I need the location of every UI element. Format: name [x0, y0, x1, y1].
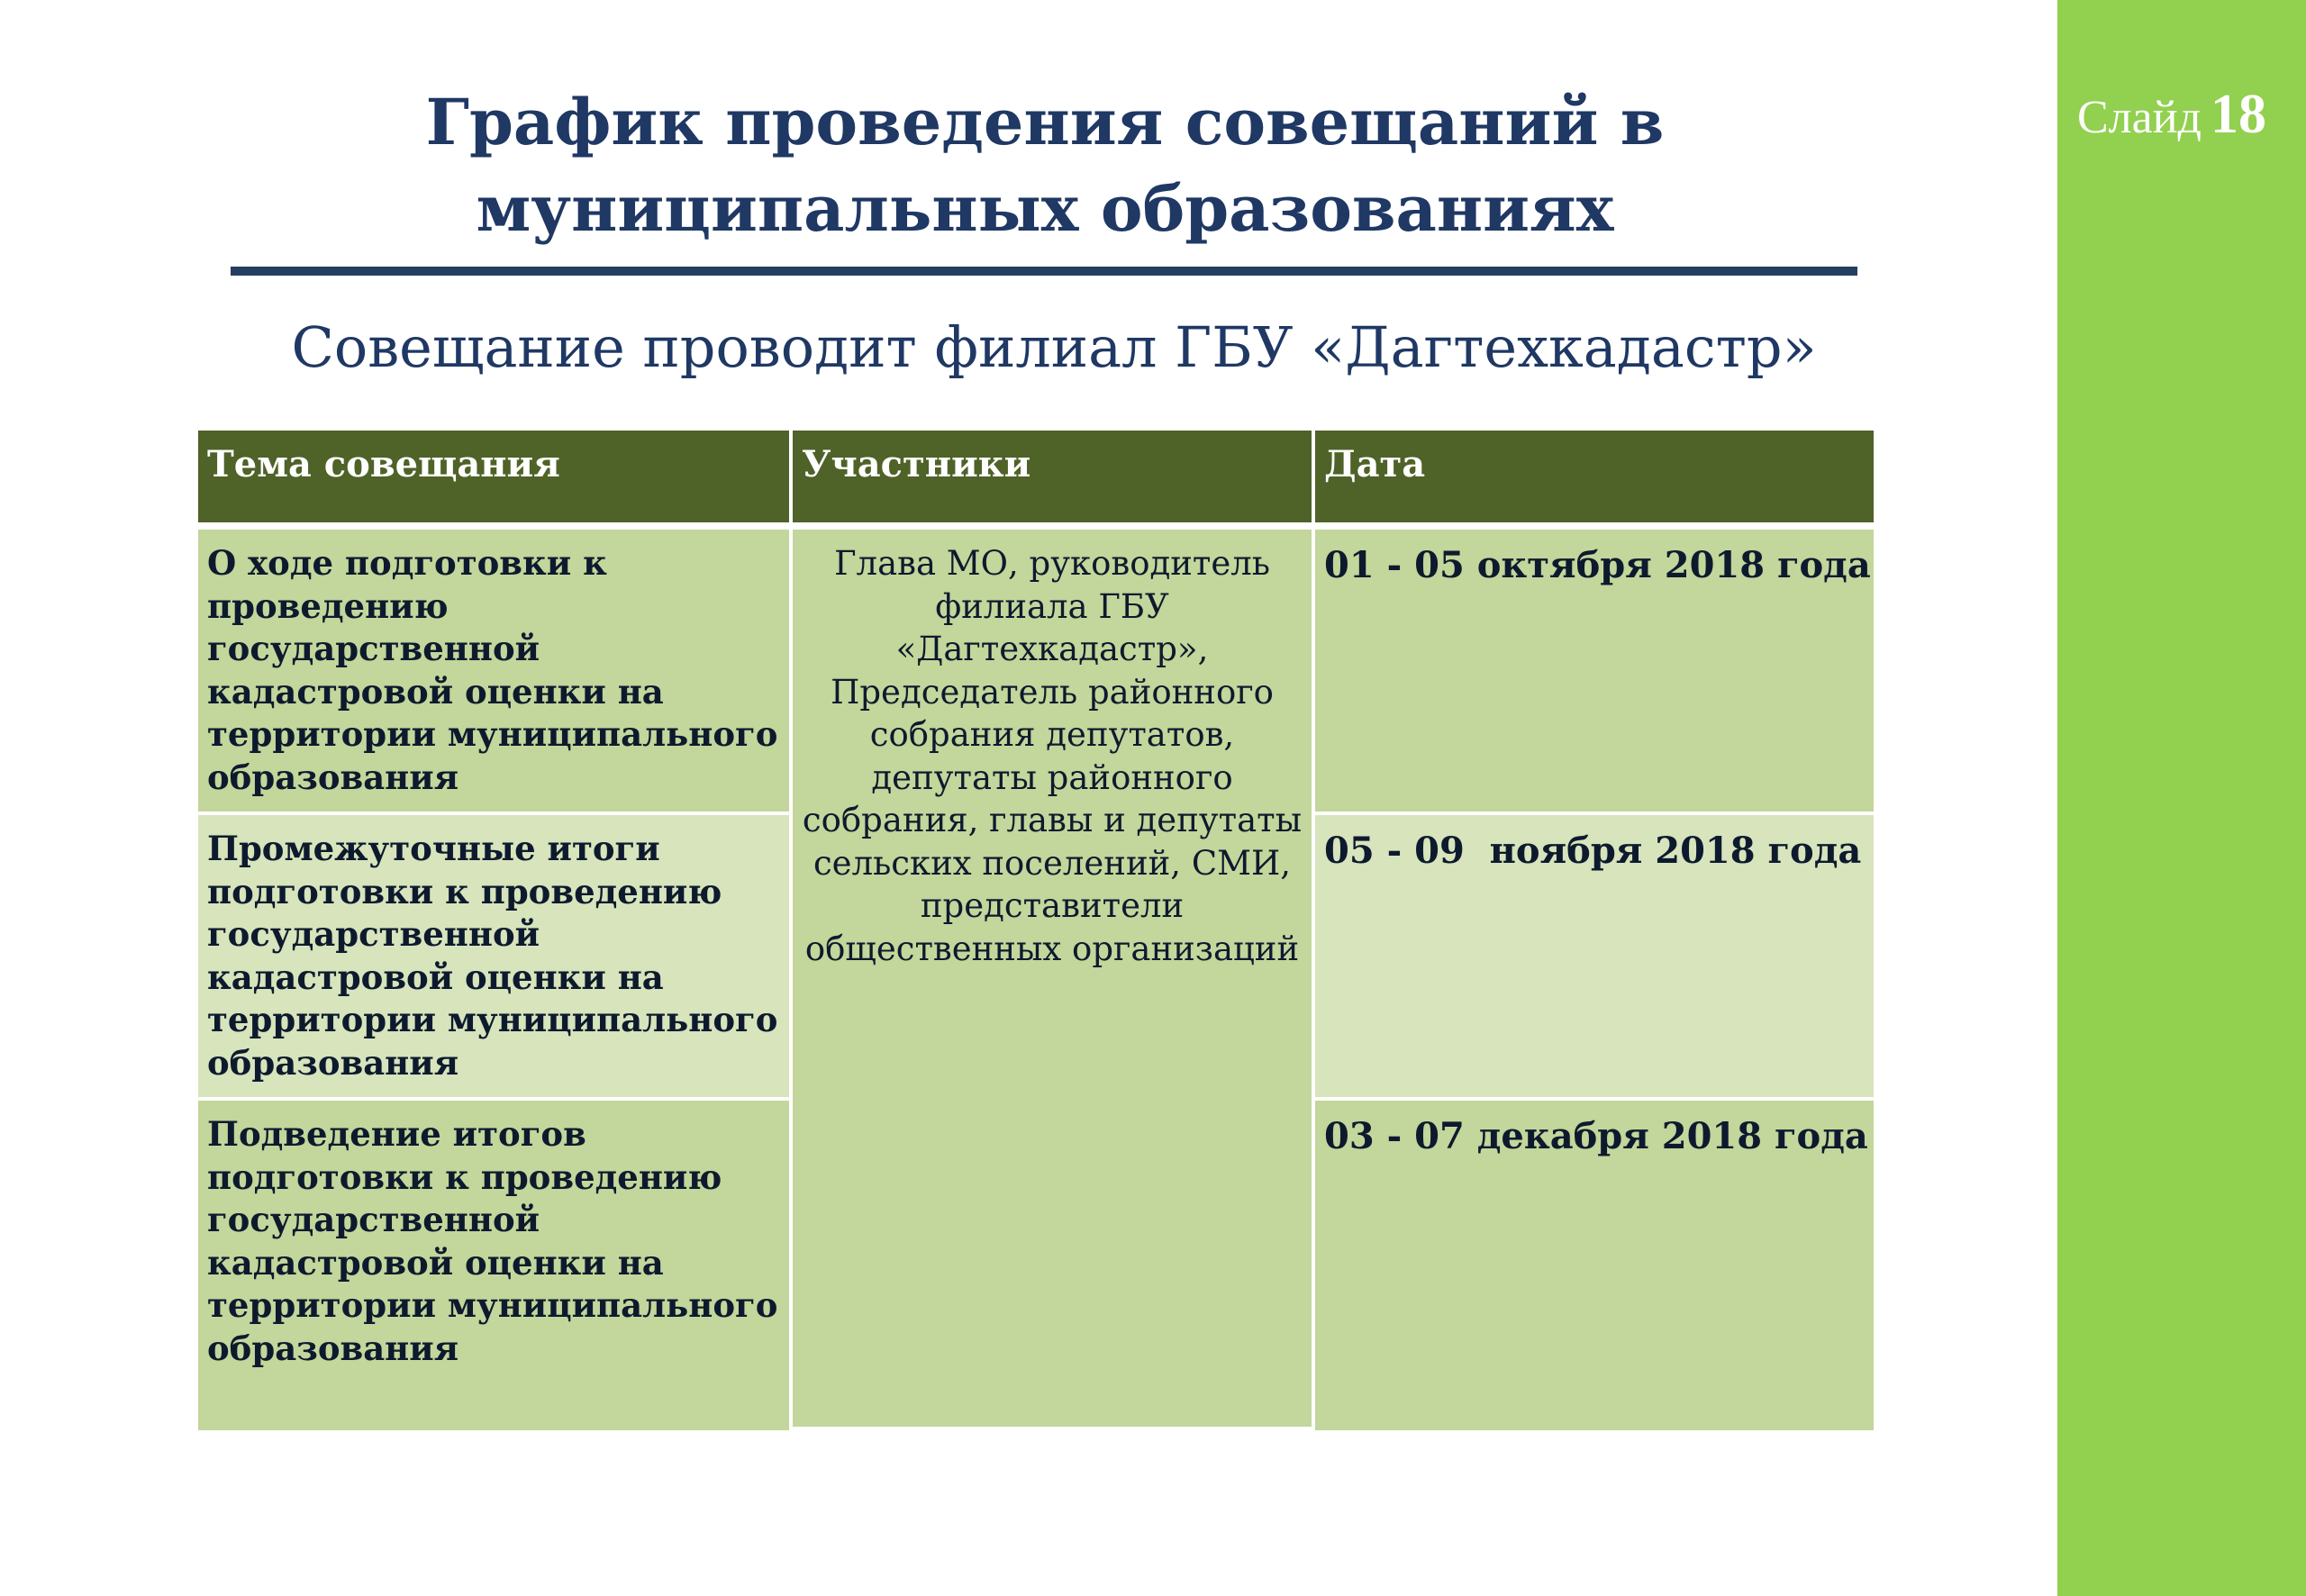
participants-cell: Глава МО, руководитель филиала ГБУ «Дагтехкадастр», Председатель районного собрания депутатов, депутаты районного собрания, главы и депутаты сельских поселений, СМИ, представители общественных организаций — [793, 530, 1315, 1430]
page-title-line-1: График проведения совещаний в — [425, 85, 1665, 159]
date-cell: 05 - 09 ноября 2018 года — [1315, 815, 1874, 1101]
table-row — [198, 530, 1874, 815]
date-cell: 01 - 05 октября 2018 года — [1315, 530, 1874, 815]
meeting-schedule-table — [198, 431, 1874, 1430]
date-cell: 03 - 07 декабря 2018 года — [1315, 1101, 1874, 1430]
header-topic: Тема совещания — [198, 431, 793, 530]
page-title-line-2: муниципальных образованиях — [476, 171, 1614, 246]
topic-cell: Промежуточные итоги подготовки к проведению государственной кадастровой оценки на территории муниципального образования — [198, 815, 793, 1101]
slide-number-value: 18 — [2211, 84, 2266, 145]
page-title — [234, 79, 1856, 252]
slide-number — [2077, 83, 2306, 147]
table-header-row — [198, 431, 1874, 530]
subtitle: Совещание проводит филиал ГБУ «Дагтехкадастр» — [291, 314, 1817, 380]
side-band — [2057, 0, 2306, 1596]
header-participants: Участники — [793, 431, 1315, 530]
slide-number-label: Слайд — [2077, 92, 2202, 143]
title-divider — [231, 267, 1857, 276]
topic-cell: Подведение итогов подготовки к проведению государственной кадастровой оценки на территории муниципального образования — [198, 1101, 793, 1430]
header-date: Дата — [1315, 431, 1874, 530]
topic-cell: О ходе подготовки к проведению государственной кадастровой оценки на территории муниципального образования — [198, 530, 793, 815]
